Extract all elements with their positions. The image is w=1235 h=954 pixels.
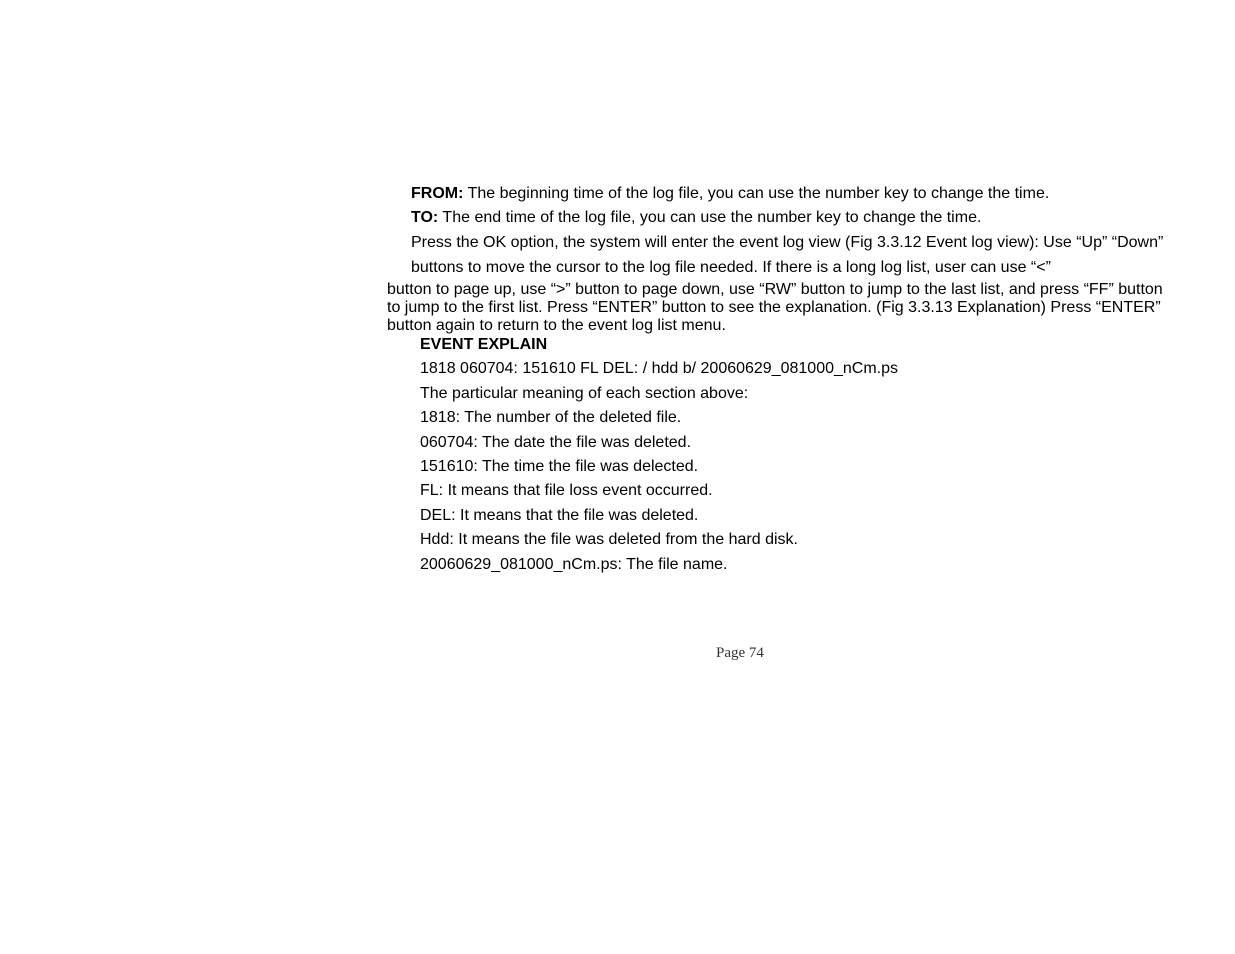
explain-item: Hdd: It means the file was deleted from the hard disk.	[420, 531, 798, 548]
ok-paragraph-line-1: Press the OK option, the system will enter the event log view (Fig 3.3.12 Event log view): Use “Up” “Down”	[411, 234, 1164, 251]
page-number: Page 74	[716, 645, 764, 661]
explain-item: FL: It means that file loss event occurred.	[420, 482, 713, 499]
ok-paragraph-line-3: button to page up, use “>” button to page down, use “RW” button to jump to the last list, and press “FF” button	[387, 281, 1163, 298]
event-explain-heading: EVENT EXPLAIN	[420, 336, 548, 353]
ok-paragraph-line-2: buttons to move the cursor to the log file needed. If there is a long log list, user can use “<”	[411, 259, 1051, 276]
from-paragraph	[411, 185, 1049, 203]
explain-item: 151610: The time the file was delected.	[420, 458, 699, 475]
explain-item: DEL: It means that the file was deleted.	[420, 507, 699, 524]
from-label: FROM:	[411, 185, 464, 202]
ok-paragraph-line-4: to jump to the first list. Press “ENTER” button to see the explanation. (Fig 3.3.13 Explanation) Press “ENTER”	[387, 299, 1161, 316]
event-example: 1818 060704: 151610 FL DEL: / hdd b/ 20060629_081000_nCm.ps	[420, 360, 899, 377]
explain-item: 20060629_081000_nCm.ps: The file name.	[420, 556, 728, 573]
to-paragraph	[411, 209, 981, 227]
event-explain-intro: The particular meaning of each section above:	[420, 385, 749, 402]
explain-item: 060704: The date the file was deleted.	[420, 434, 692, 451]
to-label: TO:	[411, 209, 439, 226]
from-description: The beginning time of the log file, you can use the number key to change the time.	[463, 185, 1050, 202]
ok-paragraph-line-5: button again to return to the event log list menu.	[387, 317, 726, 334]
to-description: The end time of the log file, you can use the number key to change the time.	[438, 209, 982, 226]
explain-item: 1818: The number of the deleted file.	[420, 409, 682, 426]
